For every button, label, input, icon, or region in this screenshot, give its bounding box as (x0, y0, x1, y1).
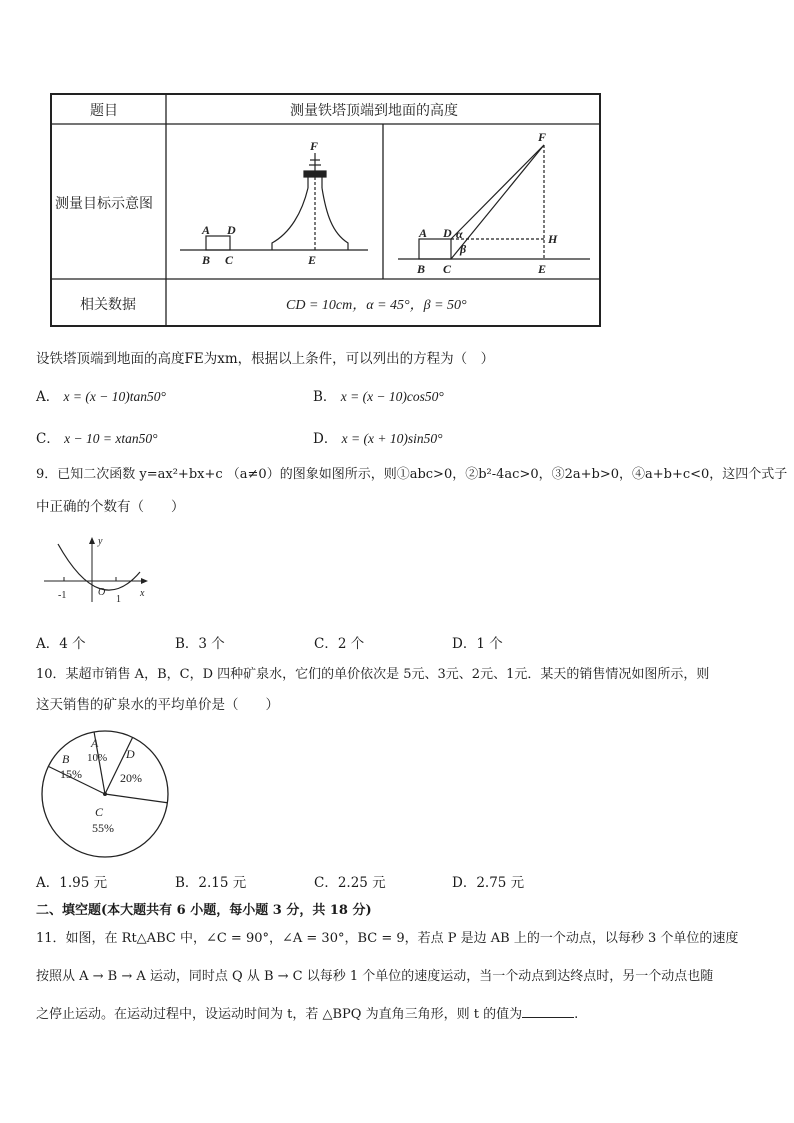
graph-label-y: y (98, 536, 103, 547)
q9-stem-line1: 9．已知二次函数 y=ax²+bx+c （a≠0）的图象如图所示，则①abc>0，②b²-4ac>0，③2a+b>0，④a+b+c<0，这四个式子 (36, 467, 788, 482)
pie-slice-edge-c (105, 794, 167, 803)
q10-option-a: A．1.95 元 (36, 875, 108, 891)
section-heading-fill-in: 二、填空题(本大题共有 6 小题，每小题 3 分，共 18 分) (36, 903, 372, 918)
q8-option-d-expr: x = (x + 10)sin50° (341, 431, 443, 446)
pie-value-d: 20% (120, 771, 142, 785)
pie-label-c: C (95, 805, 104, 819)
answer-blank[interactable] (522, 1003, 574, 1018)
graph-label-one: 1 (116, 594, 121, 605)
q10-stem-line2: 这天销售的矿泉水的平均单价是（ ） (36, 697, 279, 713)
q11-line3-text: 之停止运动。在运动过程中，设运动时间为 t，若 △BPQ 为直角三角形，则 t 的值为 (36, 1007, 523, 1022)
graph-label-x: x (140, 588, 145, 599)
q10-option-b: B．2.15 元 (175, 875, 247, 891)
fig2-label-alpha: α (456, 227, 463, 241)
fig2-label-h: H (548, 232, 558, 246)
fig2-label-c: C (443, 262, 452, 276)
table-row-data-label: 相关数据 (80, 297, 136, 313)
q8-option-b-expr: x = (x − 10)cos50° (340, 389, 444, 404)
q8-stem: 设铁塔顶端到地面的高度FE为xm，根据以上条件，可以列出的方程为（ ） (36, 351, 495, 367)
pie-slice-edge-d (105, 737, 133, 794)
q8-option-d-letter: D． (313, 431, 338, 447)
fig2-label-a: A (419, 226, 428, 240)
q11-line3 (36, 1003, 578, 1025)
q10-option-c: C．2.25 元 (314, 875, 386, 891)
fig1-label-e: E (308, 253, 317, 267)
tower-figure-2 (398, 145, 590, 259)
fig2-label-beta: β (460, 242, 467, 256)
pie-value-a: 10% (87, 752, 108, 764)
sales-pie-chart (40, 730, 172, 862)
q10-option-d: D．2.75 元 (452, 875, 525, 891)
fig1-label-b: B (202, 253, 211, 267)
q9-option-d: D．1 个 (452, 636, 503, 652)
table-data-values: CD = 10cm，α = 45°，β = 50° (286, 298, 467, 313)
graph-label-neg1: -1 (58, 590, 67, 601)
q9-option-a: A．4 个 (36, 636, 86, 652)
fig2-label-b: B (417, 262, 426, 276)
fig2-label-d: D (443, 226, 452, 240)
table-header-left: 题目 (90, 103, 118, 119)
q8-option-d (313, 429, 442, 449)
fig1-label-c: C (225, 253, 234, 267)
q11-line2: 按照从 A → B → A 运动，同时点 Q 从 B → C 以每秒 1 个单位的速度运动，当一个动点到达终点时，另一个动点也随 (36, 969, 714, 984)
table-header-right: 测量铁塔顶端到地面的高度 (290, 103, 458, 119)
table-row-diagram-label: 测量目标示意图 (55, 196, 153, 212)
fig2-label-f: F (538, 130, 547, 144)
q8-option-a (36, 387, 166, 407)
q8-option-b-letter: B． (313, 389, 337, 405)
q8-option-b (313, 387, 444, 407)
fig2-label-e: E (538, 262, 547, 276)
pie-label-b: B (62, 752, 70, 766)
q9-option-b: B．3 个 (175, 636, 225, 652)
q9-stem-line2: 中正确的个数有（ ） (36, 499, 185, 515)
q8-option-a-letter: A． (36, 389, 60, 405)
parabola-graph (40, 534, 155, 606)
q11-line3-end: . (574, 1007, 579, 1022)
pie-label-a: A (91, 736, 99, 750)
fig1-label-a: A (202, 223, 211, 237)
q11-line1: 11．如图，在 Rt△ABC 中，∠C = 90°，∠A = 30°，BC = 9，若点 P 是边 AB 上的一个动点，以每秒 3 个单位的速度 (36, 931, 739, 946)
q8-option-c (36, 429, 158, 449)
pie-label-d: D (126, 747, 135, 761)
q8-option-c-letter: C． (36, 431, 60, 447)
measurement-table (50, 93, 601, 327)
pie-value-b: 15% (60, 767, 82, 781)
q8-option-a-expr: x = (x − 10)tan50° (63, 389, 166, 404)
q10-stem-line1: 10．某超市销售 A，B，C，D 四种矿泉水，它们的单价依次是 5元、3元、2元、1元．某天的销售情况如图所示，则 (36, 667, 710, 682)
pie-value-c: 55% (92, 821, 114, 835)
q9-option-c: C．2 个 (314, 636, 365, 652)
q8-option-c-expr: x − 10 = xtan50° (64, 431, 158, 446)
fig1-label-d: D (227, 223, 236, 237)
graph-label-origin: O (98, 587, 106, 598)
fig1-label-f: F (310, 139, 319, 153)
